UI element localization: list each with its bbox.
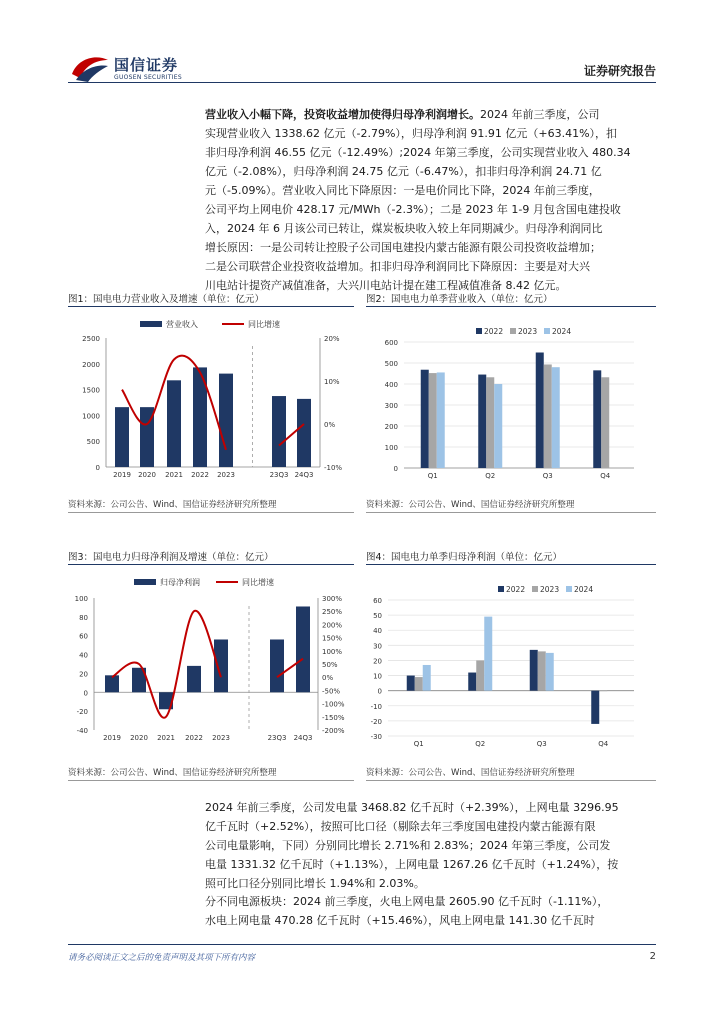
legend-label: 归母净利润	[160, 578, 200, 587]
y-tick-label: 30	[373, 642, 382, 651]
y-tick-label: 1500	[82, 386, 100, 395]
bar	[468, 673, 476, 691]
x-tick-label: 2022	[185, 734, 203, 742]
legend-label: 2023	[540, 585, 560, 594]
y2-tick-label: -150%	[322, 713, 345, 722]
legend-label: 2022	[506, 585, 526, 594]
y-tick-label: -40	[76, 727, 88, 735]
x-tick-label: 23Q3	[269, 471, 289, 479]
bar	[187, 666, 201, 692]
x-tick-label: 2019	[113, 471, 131, 479]
paragraph-revenue	[205, 105, 657, 295]
bar	[214, 639, 228, 692]
bar	[105, 675, 119, 692]
y2-tick-label: 50%	[322, 661, 338, 669]
y-tick-label: 60	[79, 632, 88, 641]
chart-revenue	[68, 312, 354, 492]
fig2-source-rule	[366, 512, 656, 513]
bar	[270, 639, 284, 692]
y-tick-label: 40	[79, 651, 88, 660]
legend-label: 2024	[552, 327, 572, 336]
legend-swatch	[134, 579, 156, 585]
y-tick-label: 300	[384, 402, 398, 410]
y2-tick-label: 200%	[322, 621, 343, 630]
y-tick-label: 2000	[82, 360, 100, 369]
para1-bold: 营业收入小幅下降，投资收益增加使得归母净利润增长。	[205, 108, 480, 121]
chart-quarterly-revenue	[366, 312, 656, 492]
chart-quarterly-profit	[366, 570, 656, 750]
para3-line: 分不同电源板块：2024 前三季度，火电上网电量 2605.90 亿千瓦时（-1.11%），	[205, 895, 609, 908]
header-rule	[68, 82, 656, 83]
x-tick-label: Q4	[598, 740, 609, 748]
bar	[407, 676, 415, 691]
y-tick-label: -10	[370, 702, 382, 711]
legend-label: 营业收入	[166, 320, 198, 329]
bar	[601, 377, 609, 468]
y-tick-label: 50	[373, 612, 382, 621]
x-tick-label: Q1	[413, 740, 424, 748]
logo-cn: 国信证券	[114, 56, 179, 74]
y-tick-label: -20	[76, 708, 88, 717]
y-tick-label: 0	[95, 464, 100, 472]
y-tick-label: 0	[83, 689, 88, 698]
bar	[167, 380, 181, 467]
para1-line: 增长原因：一是公司转让控股子公司国电建投内蒙古能源有限公司投资收益增加；	[205, 241, 601, 254]
logo-mark-icon	[70, 52, 110, 84]
y-tick-label: 500	[86, 438, 100, 447]
para1-line: 公司平均上网电价 428.17 元/MWh（-2.3%）；二是 2023 年 1-9 月包含国电建投收	[205, 203, 621, 216]
fig1-title-rule	[68, 306, 354, 307]
y-tick-label: 80	[79, 613, 88, 622]
footer-rule	[68, 944, 656, 945]
y-tick-label: 1000	[82, 412, 100, 421]
x-tick-label: 2021	[157, 734, 175, 742]
footer-disclaimer: 请务必阅读正文之后的免责声明及其项下所有内容	[68, 953, 256, 963]
bar	[476, 660, 484, 690]
y-tick-label: 0	[377, 687, 382, 696]
bar	[599, 691, 607, 692]
x-tick-label: Q2	[475, 740, 486, 748]
bar	[552, 367, 560, 468]
page-number: 2	[649, 951, 656, 962]
bar	[296, 606, 310, 692]
legend-label: 同比增速	[248, 320, 280, 329]
fig1-source: 资料来源：公司公告、Wind、国信证券经济研究所整理	[68, 500, 277, 510]
company-logo	[70, 52, 205, 86]
fig2-source: 资料来源：公司公告、Wind、国信证券经济研究所整理	[366, 500, 575, 510]
x-tick-label: 23Q3	[267, 734, 287, 742]
para2-line: 电量 1331.32 亿千瓦时（+1.13%），上网电量 1267.26 亿千瓦时（+1.24%），按	[205, 858, 619, 871]
y-tick-label: 600	[384, 339, 398, 347]
legend-swatch	[510, 328, 516, 334]
para2-line: 公司电量影响，下同）分别同比增长 2.71%和 2.83%；2024 年第三季度，公司发	[205, 839, 611, 852]
bar	[429, 373, 437, 468]
y2-tick-label: 10%	[324, 378, 340, 386]
y-tick-label: 10	[373, 672, 382, 681]
legend-swatch	[140, 321, 162, 327]
y2-tick-label: -50%	[322, 687, 341, 696]
bar	[297, 399, 311, 467]
legend-swatch	[532, 586, 538, 592]
legend-label: 2022	[484, 327, 504, 336]
y2-tick-label: -10%	[324, 464, 343, 472]
legend-swatch	[566, 586, 572, 592]
y-tick-label: 400	[384, 381, 398, 389]
para1-line: 二是公司联营企业投资收益增加。扣非归母净利润同比下降原因：主要是对大兴	[205, 260, 590, 273]
paragraph-segments	[205, 892, 657, 930]
bar	[546, 653, 554, 691]
y2-tick-label: 150%	[322, 634, 343, 643]
fig3-title: 图3：国电电力归母净利润及增速（单位：亿元）	[68, 552, 274, 563]
para1-line: 入，2024 年 6 月该公司已转让，煤炭板块收入较上年同期减少。归母净利润同比	[205, 222, 603, 235]
y2-tick-label: 300%	[322, 595, 343, 603]
legend-swatch	[498, 586, 504, 592]
y-tick-label: -30	[370, 733, 382, 741]
fig4-title: 图4：国电电力单季归母净利润（单位：亿元）	[366, 552, 563, 563]
x-tick-label: 2019	[103, 734, 121, 742]
para2-line: 亿千瓦时（+2.52%），按照可比口径（剔除去年三季度国电建投内蒙古能源有限	[205, 820, 596, 833]
x-tick-label: Q1	[427, 472, 438, 480]
bar	[486, 377, 494, 468]
y-tick-label: -20	[370, 717, 382, 726]
bar	[593, 370, 601, 468]
y-tick-label: 40	[373, 627, 382, 636]
y2-tick-label: 250%	[322, 608, 343, 617]
fig3-source: 资料来源：公司公告、Wind、国信证券经济研究所整理	[68, 768, 277, 778]
para3-line: 水电上网电量 470.28 亿千瓦时（+15.46%），风电上网电量 141.30 亿千瓦时	[205, 914, 595, 927]
paragraph-power-generation	[205, 798, 657, 893]
x-tick-label: Q3	[536, 740, 547, 748]
x-tick-label: 2021	[165, 471, 183, 479]
fig3-source-rule	[68, 780, 354, 781]
bar	[415, 677, 423, 691]
report-type: 证券研究报告	[583, 64, 656, 78]
fig4-source: 资料来源：公司公告、Wind、国信证券经济研究所整理	[366, 768, 575, 778]
chart-net-profit	[68, 570, 354, 750]
bar	[272, 396, 286, 467]
bar	[538, 651, 546, 690]
x-tick-label: 2020	[138, 471, 156, 479]
bar	[536, 353, 544, 469]
fig1-title: 图1：国电电力营业收入及增速（单位：亿元）	[68, 294, 265, 305]
para1-line: 非归母净利润 46.55 亿元（-12.49%）;2024 年第三季度，公司实现营业收入 480.34	[205, 146, 631, 159]
bar	[484, 617, 492, 691]
y2-tick-label: 0%	[322, 674, 334, 683]
x-tick-label: 24Q3	[293, 734, 313, 742]
x-tick-label: 2022	[191, 471, 209, 479]
bar	[530, 650, 538, 691]
fig4-source-rule	[366, 780, 656, 781]
bar	[423, 665, 431, 691]
bar	[115, 407, 129, 467]
x-tick-label: Q4	[600, 472, 611, 480]
bar	[219, 374, 233, 467]
y2-tick-label: 100%	[322, 647, 343, 656]
bar	[421, 370, 429, 468]
para2-line: 照可比口径分别同比增长 1.94%和 2.03%。	[205, 877, 425, 890]
y2-tick-label: -200%	[322, 727, 345, 735]
fig1-source-rule	[68, 512, 354, 513]
bar	[478, 375, 486, 468]
y-tick-label: 100	[74, 595, 88, 603]
x-tick-label: 2020	[130, 734, 148, 742]
para2-line: 2024 年前三季度，公司发电量 3468.82 亿千瓦时（+2.39%），上网电量 3296.95	[205, 801, 619, 814]
y-tick-label: 500	[384, 360, 398, 368]
para1-line: 2024 年前三季度，公司	[480, 108, 600, 121]
legend-swatch	[476, 328, 482, 334]
legend-label: 2023	[518, 327, 538, 336]
bar	[591, 691, 599, 724]
bar	[544, 364, 552, 468]
fig3-title-rule	[68, 564, 354, 565]
y2-tick-label: -100%	[322, 700, 345, 709]
y2-tick-label: 0%	[324, 421, 336, 429]
para1-line: 川电站计提资产减值准备，大兴川电站计提在建工程减值准备 8.42 亿元。	[205, 279, 567, 292]
y-tick-label: 0	[393, 465, 398, 473]
legend-label: 2024	[574, 585, 594, 594]
para1-line: 元（-5.09%）。营业收入同比下降原因：一是电价同比下降，2024 年前三季度，	[205, 184, 600, 197]
x-tick-label: Q3	[542, 472, 553, 480]
legend-swatch	[544, 328, 550, 334]
y-tick-label: 20	[373, 657, 382, 666]
x-tick-label: 2023	[217, 471, 235, 479]
y-tick-label: 200	[384, 423, 398, 431]
legend-label: 同比增速	[242, 578, 274, 587]
x-tick-label: 2023	[212, 734, 230, 742]
y-tick-label: 20	[79, 670, 88, 679]
fig2-title-rule	[366, 306, 656, 307]
x-tick-label: Q2	[485, 472, 496, 480]
bar	[494, 384, 502, 468]
para1-line: 实现营业收入 1338.62 亿元（-2.79%），归母净利润 91.91 亿元（+63.41%），扣	[205, 127, 618, 140]
x-tick-label: 24Q3	[294, 471, 314, 479]
fig4-title-rule	[366, 564, 656, 565]
para1-line: 亿元（-2.08%），归母净利润 24.75 亿元（-6.47%），扣非归母净利润 24.71 亿	[205, 165, 602, 178]
y-tick-label: 100	[384, 444, 398, 452]
y2-tick-label: 20%	[324, 335, 340, 343]
y-tick-label: 60	[373, 597, 382, 605]
y-tick-label: 2500	[82, 335, 100, 343]
logo-en: GUOSEN SECURITIES	[114, 74, 183, 81]
fig2-title: 图2：国电电力单季营业收入（单位：亿元）	[366, 294, 553, 305]
bar	[437, 372, 445, 468]
